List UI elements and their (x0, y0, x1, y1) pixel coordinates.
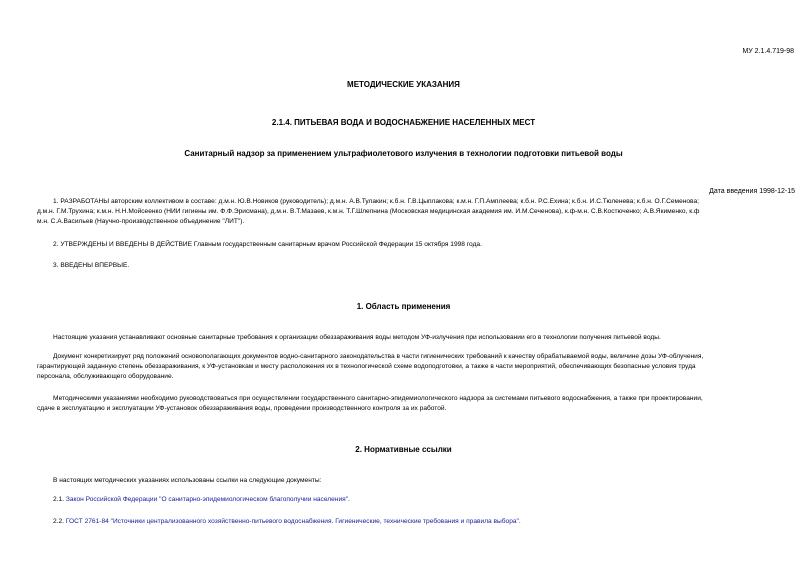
intro-date: Дата введения 1998-12-15 (709, 188, 795, 195)
s1p2-line-2: гарантирующей заданную степень обеззараживания, к УФ-установкам и месту расположения их в технологической схеме водоподготовки, а также в части мероприятий, обеспечивающих безопасные условия труда (37, 363, 696, 370)
ref-2-2-suffix: . (518, 518, 521, 525)
document-number: МУ 2.1.4.719-98 (742, 48, 794, 55)
ref-2-1-prefix: 2.1. (53, 496, 66, 503)
ref-2-2-link[interactable]: ГОСТ 2761-84 "Источники централизованного хозяйственно-питьевого водоснабжения. Гигиенические, технические требования и правила выбора" (65, 518, 519, 525)
ref-2-2-prefix: 2.2. (53, 518, 66, 525)
section-2-intro: В настоящих методических указаниях использованы ссылки на следующие документы: (53, 477, 322, 484)
s1p2-line-1: Документ конкретизирует ряд положений основополагающих документов водно-санитарного законодательства в части гигиенических требований к качеству обрабатываемой воды, величине дозы УФ-облучения, (53, 353, 704, 360)
s1p3-line-2: сдаче в эксплуатацию и эксплуатации УФ-установок обеззараживания воды, проведении производственного контроля за их работой. (37, 405, 447, 412)
document-title: Санитарный надзор за применением ультрафиолетового излучения в технологии подготовки питьевой воды (184, 149, 623, 158)
approved-paragraph: 2. УТВЕРЖДЕНЫ И ВВЕДЕНЫ В ДЕЙСТВИЕ Главным государственным санитарным врачом Российской Федерации 15 октября 1998 года. (53, 241, 482, 248)
reference-2-2 (53, 517, 807, 527)
heading-code: 2.1.4. ПИТЬЕВАЯ ВОДА И ВОДОСНАБЖЕНИЕ НАСЕЛЕННЫХ МЕСТ (271, 118, 536, 127)
section-1-paragraph-1: Настоящие указания устанавливают основные санитарные требования к организации обеззараживания воды методом УФ-излучения при использовании его в технологии получения питьевой воды. (53, 334, 661, 341)
developed-line-1: 1. РАЗРАБОТАНЫ авторским коллективом в составе: д.м.н. Ю.В.Новиков (руководитель); д.м.н. А.В.Тулакин; к.б.н. Г.В.Цыплакова; к.м.н. Г.П.Амплеева; к.б.н. Р.С.Ехина; к.б.н. И.С.Тюленева; к.б.н. О.Г.Семенова; (53, 198, 699, 205)
section-1-paragraph-3 (37, 394, 807, 414)
reference-2-1 (53, 495, 807, 505)
developed-paragraph (37, 197, 807, 227)
first-introduced-paragraph: 3. ВВЕДЕНЫ ВПЕРВЫЕ. (53, 262, 130, 269)
developed-line-3: м.н. С.А.Васильев (Научно-производственное объединение "ЛИТ"). (37, 218, 245, 225)
ref-2-1-link[interactable]: Закон Российской Федерации "О санитарно-эпидемиологическом благополучии населения" (65, 496, 349, 503)
section-1-paragraph-2 (37, 352, 807, 382)
ref-2-1-suffix: . (348, 496, 350, 503)
section-2-title: 2. Нормативные ссылки (355, 445, 452, 454)
section-1-title: 1. Область применения (356, 302, 451, 311)
s1p2-line-3: персонала, обслуживающего оборудование. (37, 373, 174, 380)
s1p3-line-1: Методическими указаниями необходимо руководствоваться при осуществлении государственного санитарно-эпидемиологического надзора за системами питьевого водоснабжения, а также при проектировании, (53, 395, 703, 402)
developed-line-2: д.м.н. Г.М.Трухина; к.м.н. Н.Н.Мойсеенко (НИИ гигиены им. Ф.Ф.Эрисмана), д.м.н. В.Т.Мазаев, к.м.н. Т.Г.Шлепнина (Московская медицинская академия им. И.М.Сеченова), к.ф-м.н. С.В.Костюченко; А.В.Якименко, к.ф (37, 208, 700, 215)
heading-main: МЕТОДИЧЕСКИЕ УКАЗАНИЯ (347, 80, 460, 89)
